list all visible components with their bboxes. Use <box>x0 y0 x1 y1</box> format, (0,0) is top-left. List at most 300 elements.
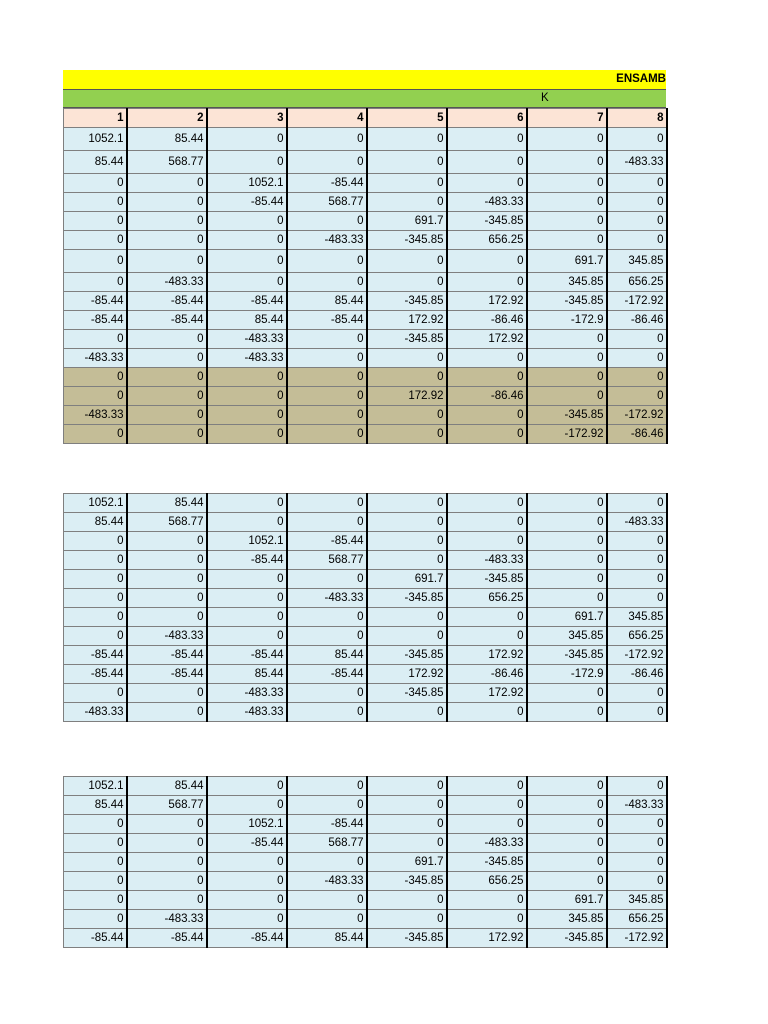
table-cell[interactable]: 0 <box>207 853 287 872</box>
table-cell[interactable]: -345.85 <box>527 406 607 425</box>
table-cell[interactable]: 0 <box>607 815 667 834</box>
table-cell[interactable]: 0 <box>64 570 127 589</box>
table-cell[interactable]: 0 <box>447 910 527 929</box>
table-cell[interactable]: 568.77 <box>287 834 367 853</box>
table-cell[interactable]: -86.46 <box>607 311 667 330</box>
table-cell[interactable]: -172.92 <box>527 425 607 444</box>
column-header-cell[interactable]: 3 <box>207 109 287 128</box>
table-cell[interactable]: 0 <box>207 796 287 815</box>
table-cell[interactable]: 0 <box>64 910 127 929</box>
table-cell[interactable]: -345.85 <box>447 570 527 589</box>
table-cell[interactable]: -85.44 <box>64 646 127 665</box>
table-cell[interactable]: 656.25 <box>447 589 527 608</box>
table-cell[interactable]: 0 <box>207 387 287 406</box>
table-cell[interactable]: 0 <box>207 570 287 589</box>
table-cell[interactable]: 568.77 <box>127 513 207 532</box>
table-cell[interactable]: -483.33 <box>287 589 367 608</box>
table-cell[interactable]: -85.44 <box>207 551 287 570</box>
table-cell[interactable]: 345.85 <box>527 273 607 292</box>
table-cell[interactable]: 0 <box>447 128 527 151</box>
table-cell[interactable]: -85.44 <box>64 929 127 948</box>
table-cell[interactable]: 0 <box>527 684 607 703</box>
table-cell[interactable]: 0 <box>287 128 367 151</box>
table-cell[interactable]: 0 <box>447 494 527 513</box>
table-cell[interactable]: 0 <box>64 872 127 891</box>
table-cell[interactable]: 568.77 <box>287 551 367 570</box>
table-cell[interactable]: -85.44 <box>207 646 287 665</box>
table-cell[interactable]: -85.44 <box>127 311 207 330</box>
table-cell[interactable]: 0 <box>207 151 287 174</box>
table-cell[interactable]: 0 <box>527 532 607 551</box>
table-cell[interactable]: 0 <box>64 174 127 193</box>
table-cell[interactable]: 0 <box>207 872 287 891</box>
table-cell[interactable]: 0 <box>607 777 667 796</box>
table-cell[interactable]: 0 <box>527 368 607 387</box>
table-cell[interactable]: 0 <box>287 425 367 444</box>
table-cell[interactable]: 0 <box>127 684 207 703</box>
table-cell[interactable]: 0 <box>207 128 287 151</box>
table-cell[interactable]: 172.92 <box>447 684 527 703</box>
table-cell[interactable]: -85.44 <box>287 311 367 330</box>
table-cell[interactable]: 691.7 <box>527 250 607 273</box>
table-cell[interactable]: 0 <box>607 128 667 151</box>
table-cell[interactable]: -483.33 <box>287 872 367 891</box>
table-cell[interactable]: 0 <box>527 513 607 532</box>
table-cell[interactable]: 656.25 <box>447 231 527 250</box>
table-cell[interactable]: 0 <box>447 368 527 387</box>
table-cell[interactable]: 0 <box>64 193 127 212</box>
table-cell[interactable]: -172.92 <box>607 292 667 311</box>
table-cell[interactable]: 0 <box>64 853 127 872</box>
table-cell[interactable]: 656.25 <box>607 910 667 929</box>
table-cell[interactable]: 0 <box>527 174 607 193</box>
table-cell[interactable]: -85.44 <box>287 174 367 193</box>
table-cell[interactable]: 0 <box>287 777 367 796</box>
table-cell[interactable]: 0 <box>527 551 607 570</box>
table-cell[interactable]: 85.44 <box>287 292 367 311</box>
table-cell[interactable]: 0 <box>127 250 207 273</box>
table-cell[interactable]: 85.44 <box>207 311 287 330</box>
table-cell[interactable]: 0 <box>607 368 667 387</box>
table-cell[interactable]: -345.85 <box>367 684 447 703</box>
table-cell[interactable]: 0 <box>287 330 367 349</box>
table-cell[interactable]: -172.9 <box>527 311 607 330</box>
table-cell[interactable]: 0 <box>447 815 527 834</box>
table-cell[interactable]: -483.33 <box>127 910 207 929</box>
table-cell[interactable]: 0 <box>527 231 607 250</box>
table-cell[interactable]: -86.46 <box>607 665 667 684</box>
table-cell[interactable]: 0 <box>64 368 127 387</box>
table-cell[interactable]: 0 <box>607 349 667 368</box>
table-cell[interactable]: 0 <box>64 330 127 349</box>
table-cell[interactable]: -86.46 <box>607 425 667 444</box>
table-cell[interactable]: 172.92 <box>447 646 527 665</box>
table-cell[interactable]: 0 <box>207 627 287 646</box>
table-cell[interactable]: 0 <box>287 273 367 292</box>
column-header-cell[interactable]: 1 <box>64 109 127 128</box>
table-cell[interactable]: 345.85 <box>527 627 607 646</box>
table-cell[interactable]: 0 <box>287 513 367 532</box>
table-cell[interactable]: 0 <box>607 589 667 608</box>
table-cell[interactable]: 0 <box>127 193 207 212</box>
table-cell[interactable]: -172.92 <box>607 646 667 665</box>
table-cell[interactable]: -85.44 <box>207 929 287 948</box>
table-cell[interactable]: -85.44 <box>287 532 367 551</box>
table-cell[interactable]: 0 <box>607 330 667 349</box>
table-cell[interactable]: 345.85 <box>607 891 667 910</box>
table-cell[interactable]: 0 <box>207 608 287 627</box>
table-cell[interactable]: 1052.1 <box>64 494 127 513</box>
table-cell[interactable]: 656.25 <box>607 273 667 292</box>
table-cell[interactable]: 0 <box>127 532 207 551</box>
column-header-cell[interactable]: 4 <box>287 109 367 128</box>
table-cell[interactable]: 0 <box>127 589 207 608</box>
table-cell[interactable]: 0 <box>207 273 287 292</box>
table-cell[interactable]: 691.7 <box>367 853 447 872</box>
table-cell[interactable]: 0 <box>527 589 607 608</box>
table-cell[interactable]: 0 <box>607 703 667 722</box>
table-cell[interactable]: 691.7 <box>367 570 447 589</box>
table-cell[interactable]: 0 <box>367 193 447 212</box>
table-cell[interactable]: -345.85 <box>447 212 527 231</box>
table-cell[interactable]: 85.44 <box>64 513 127 532</box>
table-cell[interactable]: -85.44 <box>127 665 207 684</box>
table-cell[interactable]: 345.85 <box>607 250 667 273</box>
table-cell[interactable]: 0 <box>127 349 207 368</box>
table-cell[interactable]: 0 <box>447 777 527 796</box>
table-cell[interactable]: 0 <box>527 151 607 174</box>
table-cell[interactable]: 0 <box>367 777 447 796</box>
table-cell[interactable]: 0 <box>287 406 367 425</box>
table-cell[interactable]: -345.85 <box>447 853 527 872</box>
table-cell[interactable]: -483.33 <box>607 796 667 815</box>
table-cell[interactable]: -345.85 <box>527 646 607 665</box>
table-cell[interactable]: 0 <box>207 494 287 513</box>
table-cell[interactable]: 0 <box>64 387 127 406</box>
table-cell[interactable]: 568.77 <box>287 193 367 212</box>
table-cell[interactable]: 0 <box>367 406 447 425</box>
table-cell[interactable]: 0 <box>367 910 447 929</box>
table-cell[interactable]: 0 <box>527 796 607 815</box>
table-cell[interactable]: 0 <box>527 703 607 722</box>
table-cell[interactable]: 0 <box>287 627 367 646</box>
table-cell[interactable]: 0 <box>64 273 127 292</box>
table-cell[interactable]: 85.44 <box>287 646 367 665</box>
table-cell[interactable]: 0 <box>367 703 447 722</box>
table-cell[interactable]: 172.92 <box>447 330 527 349</box>
table-cell[interactable]: 0 <box>64 250 127 273</box>
table-cell[interactable]: 0 <box>64 684 127 703</box>
table-cell[interactable]: 0 <box>527 815 607 834</box>
table-cell[interactable]: -483.33 <box>207 330 287 349</box>
table-cell[interactable]: -345.85 <box>367 929 447 948</box>
table-cell[interactable]: -85.44 <box>64 292 127 311</box>
table-cell[interactable]: 0 <box>367 815 447 834</box>
table-cell[interactable]: 656.25 <box>447 872 527 891</box>
table-cell[interactable]: 0 <box>607 853 667 872</box>
table-cell[interactable]: 0 <box>287 570 367 589</box>
table-cell[interactable]: -85.44 <box>287 815 367 834</box>
table-cell[interactable]: 0 <box>64 627 127 646</box>
table-cell[interactable]: 0 <box>287 212 367 231</box>
column-header-cell[interactable]: 7 <box>527 109 607 128</box>
table-cell[interactable]: 0 <box>447 174 527 193</box>
table-cell[interactable]: 0 <box>127 212 207 231</box>
table-cell[interactable]: -85.44 <box>207 292 287 311</box>
table-cell[interactable]: -85.44 <box>64 665 127 684</box>
table-cell[interactable]: 1052.1 <box>64 777 127 796</box>
table-cell[interactable]: 0 <box>527 494 607 513</box>
table-cell[interactable]: -345.85 <box>527 929 607 948</box>
table-cell[interactable]: 1052.1 <box>64 128 127 151</box>
table-cell[interactable]: 0 <box>287 387 367 406</box>
table-cell[interactable]: 0 <box>127 174 207 193</box>
table-cell[interactable]: -483.33 <box>207 684 287 703</box>
table-cell[interactable]: 85.44 <box>207 665 287 684</box>
table-cell[interactable]: 0 <box>607 532 667 551</box>
table-cell[interactable]: 345.85 <box>527 910 607 929</box>
table-cell[interactable]: 0 <box>367 273 447 292</box>
table-cell[interactable]: 85.44 <box>64 151 127 174</box>
table-cell[interactable]: 0 <box>207 231 287 250</box>
table-cell[interactable]: 0 <box>127 891 207 910</box>
table-cell[interactable]: -86.46 <box>447 311 527 330</box>
table-cell[interactable]: -86.46 <box>447 665 527 684</box>
table-cell[interactable]: 691.7 <box>527 891 607 910</box>
table-cell[interactable]: 0 <box>607 684 667 703</box>
table-cell[interactable]: 0 <box>607 570 667 589</box>
table-cell[interactable]: 0 <box>367 891 447 910</box>
table-cell[interactable]: -85.44 <box>64 311 127 330</box>
table-cell[interactable]: -172.92 <box>607 406 667 425</box>
table-cell[interactable]: 0 <box>64 231 127 250</box>
column-header-cell[interactable]: 8 <box>607 109 667 128</box>
table-cell[interactable]: 0 <box>447 627 527 646</box>
table-cell[interactable]: -85.44 <box>127 646 207 665</box>
table-cell[interactable]: 656.25 <box>607 627 667 646</box>
table-cell[interactable]: -85.44 <box>207 193 287 212</box>
column-header-cell[interactable]: 6 <box>447 109 527 128</box>
table-cell[interactable]: 691.7 <box>367 212 447 231</box>
table-cell[interactable]: 0 <box>207 910 287 929</box>
column-header-cell[interactable]: 5 <box>367 109 447 128</box>
table-cell[interactable]: 0 <box>527 853 607 872</box>
table-cell[interactable]: 0 <box>527 777 607 796</box>
table-cell[interactable]: 0 <box>527 570 607 589</box>
table-cell[interactable]: -483.33 <box>447 551 527 570</box>
table-cell[interactable]: -85.44 <box>127 292 207 311</box>
table-cell[interactable]: 0 <box>127 368 207 387</box>
table-cell[interactable]: 0 <box>367 151 447 174</box>
table-cell[interactable]: 0 <box>127 815 207 834</box>
table-cell[interactable]: 0 <box>64 891 127 910</box>
table-cell[interactable]: 0 <box>127 425 207 444</box>
table-cell[interactable]: -483.33 <box>607 513 667 532</box>
table-cell[interactable]: 172.92 <box>447 292 527 311</box>
table-cell[interactable]: 0 <box>287 853 367 872</box>
table-cell[interactable]: -483.33 <box>447 834 527 853</box>
table-cell[interactable]: 0 <box>207 589 287 608</box>
table-cell[interactable]: 0 <box>287 684 367 703</box>
table-cell[interactable]: 0 <box>207 777 287 796</box>
table-cell[interactable]: 0 <box>64 425 127 444</box>
table-cell[interactable]: 0 <box>447 349 527 368</box>
table-cell[interactable]: 0 <box>127 608 207 627</box>
table-cell[interactable]: 0 <box>207 425 287 444</box>
table-cell[interactable]: 0 <box>127 406 207 425</box>
table-cell[interactable]: 0 <box>64 815 127 834</box>
table-cell[interactable]: 0 <box>447 796 527 815</box>
table-cell[interactable]: -483.33 <box>127 273 207 292</box>
table-cell[interactable]: 85.44 <box>127 494 207 513</box>
table-cell[interactable]: 0 <box>527 193 607 212</box>
table-cell[interactable]: 0 <box>607 834 667 853</box>
table-cell[interactable]: -483.33 <box>64 703 127 722</box>
table-cell[interactable]: 0 <box>607 174 667 193</box>
table-cell[interactable]: -172.9 <box>527 665 607 684</box>
table-cell[interactable]: 0 <box>527 834 607 853</box>
table-cell[interactable]: 0 <box>367 627 447 646</box>
table-cell[interactable]: 172.92 <box>367 387 447 406</box>
table-cell[interactable]: 0 <box>287 494 367 513</box>
table-cell[interactable]: 85.44 <box>127 128 207 151</box>
table-cell[interactable]: 1052.1 <box>207 174 287 193</box>
table-cell[interactable]: 0 <box>64 532 127 551</box>
table-cell[interactable]: -483.33 <box>607 151 667 174</box>
column-header-cell[interactable]: 2 <box>127 109 207 128</box>
table-cell[interactable]: -345.85 <box>367 646 447 665</box>
table-cell[interactable]: 0 <box>447 273 527 292</box>
table-cell[interactable]: -483.33 <box>207 703 287 722</box>
table-cell[interactable]: 0 <box>287 796 367 815</box>
table-cell[interactable]: 0 <box>367 368 447 387</box>
table-cell[interactable]: 0 <box>367 128 447 151</box>
table-cell[interactable]: 0 <box>527 349 607 368</box>
table-cell[interactable]: 1052.1 <box>207 815 287 834</box>
table-cell[interactable]: 0 <box>287 703 367 722</box>
table-cell[interactable]: 85.44 <box>287 929 367 948</box>
table-cell[interactable]: 0 <box>127 551 207 570</box>
table-cell[interactable]: 0 <box>447 513 527 532</box>
table-cell[interactable]: 172.92 <box>367 311 447 330</box>
table-cell[interactable]: 0 <box>207 368 287 387</box>
table-cell[interactable]: 0 <box>207 212 287 231</box>
table-cell[interactable]: 0 <box>607 872 667 891</box>
table-cell[interactable]: 0 <box>447 532 527 551</box>
table-cell[interactable]: 0 <box>607 551 667 570</box>
table-cell[interactable]: 0 <box>287 250 367 273</box>
table-cell[interactable]: 0 <box>527 872 607 891</box>
table-cell[interactable]: 0 <box>127 872 207 891</box>
table-cell[interactable]: 0 <box>367 608 447 627</box>
table-cell[interactable]: 0 <box>447 425 527 444</box>
table-cell[interactable]: 0 <box>607 193 667 212</box>
table-cell[interactable]: -483.33 <box>447 193 527 212</box>
table-cell[interactable]: -85.44 <box>127 929 207 948</box>
table-cell[interactable]: -345.85 <box>367 330 447 349</box>
table-cell[interactable]: 0 <box>207 513 287 532</box>
table-cell[interactable]: 0 <box>127 330 207 349</box>
table-cell[interactable]: 0 <box>64 551 127 570</box>
table-cell[interactable]: 1052.1 <box>207 532 287 551</box>
table-cell[interactable]: 172.92 <box>447 929 527 948</box>
table-cell[interactable]: 0 <box>207 406 287 425</box>
table-cell[interactable]: 0 <box>367 532 447 551</box>
table-cell[interactable]: 0 <box>287 349 367 368</box>
table-cell[interactable]: 0 <box>447 151 527 174</box>
table-cell[interactable]: -483.33 <box>127 627 207 646</box>
table-cell[interactable]: 0 <box>287 368 367 387</box>
table-cell[interactable]: 0 <box>607 212 667 231</box>
table-cell[interactable]: 0 <box>207 891 287 910</box>
table-cell[interactable]: -483.33 <box>207 349 287 368</box>
table-cell[interactable]: 0 <box>367 551 447 570</box>
table-cell[interactable]: -345.85 <box>367 872 447 891</box>
table-cell[interactable]: 0 <box>287 608 367 627</box>
table-cell[interactable]: -172.92 <box>607 929 667 948</box>
table-cell[interactable]: 0 <box>527 330 607 349</box>
table-cell[interactable]: -85.44 <box>287 665 367 684</box>
table-cell[interactable]: 0 <box>127 703 207 722</box>
table-cell[interactable]: 0 <box>367 174 447 193</box>
table-cell[interactable]: 85.44 <box>64 796 127 815</box>
table-cell[interactable]: -345.85 <box>527 292 607 311</box>
table-cell[interactable]: 0 <box>64 212 127 231</box>
table-cell[interactable]: 0 <box>367 513 447 532</box>
table-cell[interactable]: 0 <box>207 250 287 273</box>
table-cell[interactable]: 0 <box>447 608 527 627</box>
table-cell[interactable]: 0 <box>127 387 207 406</box>
table-cell[interactable]: 0 <box>447 703 527 722</box>
table-cell[interactable]: 0 <box>447 250 527 273</box>
table-cell[interactable]: -86.46 <box>447 387 527 406</box>
table-cell[interactable]: 0 <box>64 608 127 627</box>
table-cell[interactable]: 0 <box>287 891 367 910</box>
table-cell[interactable]: 568.77 <box>127 796 207 815</box>
table-cell[interactable]: 0 <box>447 891 527 910</box>
table-cell[interactable]: -345.85 <box>367 292 447 311</box>
table-cell[interactable]: 0 <box>367 349 447 368</box>
table-cell[interactable]: 0 <box>367 796 447 815</box>
table-cell[interactable]: 0 <box>127 570 207 589</box>
table-cell[interactable]: 0 <box>64 834 127 853</box>
table-cell[interactable]: 0 <box>127 231 207 250</box>
table-cell[interactable]: 0 <box>527 387 607 406</box>
table-cell[interactable]: 0 <box>527 128 607 151</box>
table-cell[interactable]: -345.85 <box>367 589 447 608</box>
table-cell[interactable]: 0 <box>287 151 367 174</box>
table-cell[interactable]: 0 <box>127 853 207 872</box>
table-cell[interactable]: 0 <box>367 425 447 444</box>
table-cell[interactable]: 85.44 <box>127 777 207 796</box>
table-cell[interactable]: 0 <box>447 406 527 425</box>
table-cell[interactable]: 0 <box>127 834 207 853</box>
table-cell[interactable]: -483.33 <box>287 231 367 250</box>
table-cell[interactable]: 691.7 <box>527 608 607 627</box>
table-cell[interactable]: 568.77 <box>127 151 207 174</box>
table-cell[interactable]: -85.44 <box>207 834 287 853</box>
table-cell[interactable]: 0 <box>64 589 127 608</box>
table-cell[interactable]: -483.33 <box>64 349 127 368</box>
table-cell[interactable]: 0 <box>607 231 667 250</box>
table-cell[interactable]: 0 <box>287 910 367 929</box>
table-cell[interactable]: 0 <box>367 250 447 273</box>
table-cell[interactable]: 0 <box>367 494 447 513</box>
table-cell[interactable]: 0 <box>607 387 667 406</box>
table-cell[interactable]: 172.92 <box>367 665 447 684</box>
table-cell[interactable]: -483.33 <box>64 406 127 425</box>
table-cell[interactable]: -345.85 <box>367 231 447 250</box>
